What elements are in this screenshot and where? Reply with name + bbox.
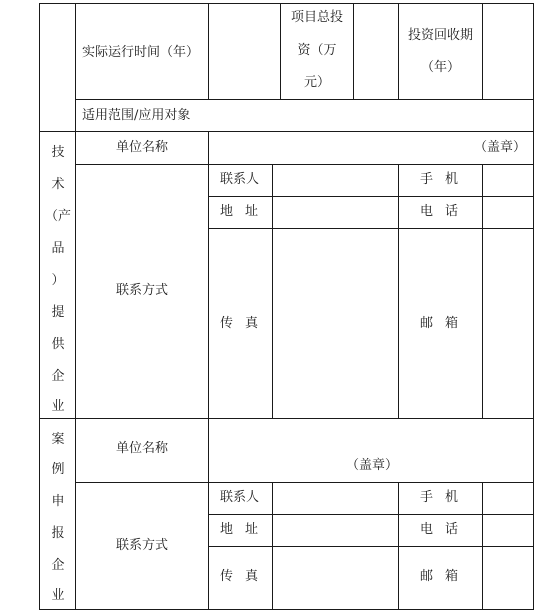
table-border-top xyxy=(39,3,534,4)
column-divider xyxy=(482,3,483,99)
row-divider xyxy=(75,99,534,100)
runtime-label: 实际运行时间（年） xyxy=(82,45,200,60)
column-divider xyxy=(208,131,209,418)
side-char: 提 xyxy=(51,305,65,320)
column-divider xyxy=(353,3,354,99)
case-contact-label: 联系方式 xyxy=(115,538,168,553)
payback-label-line2: （年） xyxy=(420,60,460,75)
provider-side-label xyxy=(40,131,76,418)
side-char: 供 xyxy=(51,337,65,352)
case-side-label xyxy=(40,418,76,609)
row-divider xyxy=(75,164,534,165)
provider-contact-label: 联系方式 xyxy=(115,283,168,298)
investment-label-line3: 元） xyxy=(303,75,330,90)
side-char: 品 xyxy=(51,241,65,256)
side-char: 术 xyxy=(51,177,65,192)
row-divider xyxy=(208,228,534,229)
column-divider xyxy=(482,482,483,609)
row-divider xyxy=(208,514,534,515)
row-divider xyxy=(75,482,534,483)
provider-seal-label: （盖章） xyxy=(474,140,527,155)
column-divider xyxy=(272,164,273,418)
case-unit-name-label: 单位名称 xyxy=(115,441,168,456)
provider-unit-name-label: 单位名称 xyxy=(115,140,168,155)
case-fax-label: 传真 xyxy=(220,569,271,584)
investment-label-line2: 资（万 xyxy=(297,43,337,58)
column-divider xyxy=(208,418,209,609)
side-char: 业 xyxy=(51,399,65,414)
side-char: 业 xyxy=(51,588,65,603)
case-email-label: 邮箱 xyxy=(420,569,471,584)
scope-label: 适用范围/应用对象 xyxy=(82,108,191,123)
side-char: 技 xyxy=(51,145,65,160)
provider-fax-label: 传真 xyxy=(220,316,271,331)
column-divider xyxy=(398,164,399,418)
side-char: （产 xyxy=(44,209,71,224)
row-divider xyxy=(208,546,534,547)
side-char: ） xyxy=(51,273,65,288)
column-divider xyxy=(272,482,273,609)
side-char: 案 xyxy=(51,432,65,447)
investment-label-line1: 项目总投 xyxy=(290,10,343,25)
side-char: 例 xyxy=(51,462,65,477)
row-divider xyxy=(208,196,534,197)
provider-mobile-label: 手机 xyxy=(420,172,471,187)
provider-phone-label: 电话 xyxy=(420,204,471,219)
side-char: 申 xyxy=(51,494,65,509)
row-divider xyxy=(39,131,534,132)
case-address-label: 地址 xyxy=(220,522,271,537)
case-mobile-label: 手机 xyxy=(420,490,471,505)
case-seal-label: （盖章） xyxy=(346,458,399,473)
payback-label-line1: 投资回收期 xyxy=(407,28,473,43)
provider-address-label: 地址 xyxy=(220,204,271,219)
side-char: 企 xyxy=(51,369,65,384)
section-divider xyxy=(39,418,534,419)
side-char: 企 xyxy=(51,558,65,573)
table-border-right xyxy=(533,3,534,610)
case-phone-label: 电话 xyxy=(420,522,471,537)
case-contact-person-label: 联系人 xyxy=(220,490,260,505)
table-border-bottom xyxy=(39,609,534,610)
side-char: 报 xyxy=(51,526,65,541)
provider-contact-person-label: 联系人 xyxy=(220,172,260,187)
column-divider xyxy=(208,3,209,99)
provider-email-label: 邮箱 xyxy=(420,316,471,331)
column-divider xyxy=(398,3,399,99)
column-divider xyxy=(482,164,483,418)
column-divider xyxy=(398,482,399,609)
